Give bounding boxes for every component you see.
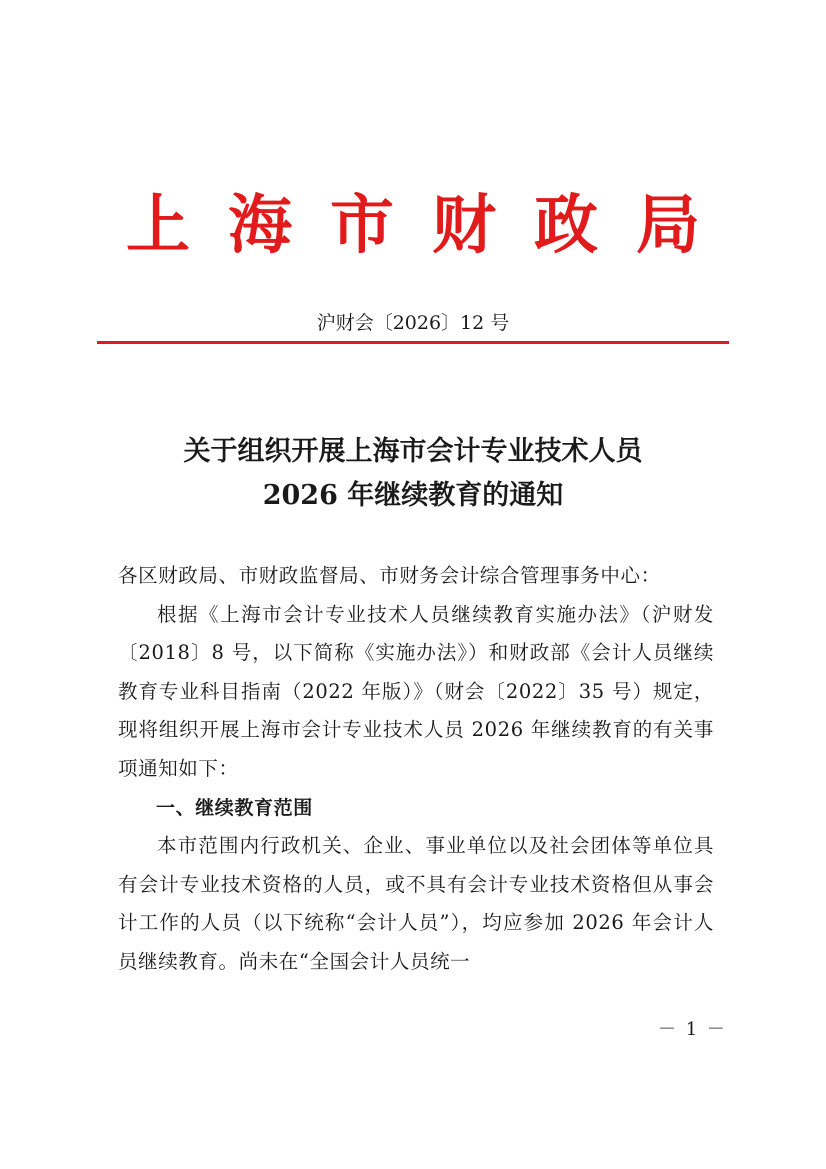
page-number: － 1 － bbox=[658, 1019, 727, 1040]
body-paragraph: 根据《上海市会计专业技术人员继续教育实施办法》（沪财发〔2018〕8 号，以下简称《实施办法》）和财政部《会计人员继续教育专业科目指南（2022 年版）》（财会〔2022〕35 号）规定，现将组织开展上海市会计专业技术人员 2026 年继续教育的有关事项通知如下： bbox=[118, 602, 714, 780]
document-number: 沪财会〔2026〕12 号 bbox=[316, 312, 510, 334]
document-title bbox=[0, 430, 826, 518]
salutation: 各区财政局、市财政监督局、市财务会计综合管理事务中心： bbox=[118, 564, 661, 587]
red-divider-line bbox=[97, 341, 729, 344]
section-heading: 一、继续教育范围 bbox=[156, 796, 313, 819]
document-body bbox=[118, 557, 714, 982]
body-paragraph: 本市范围内行政机关、企业、事业单位以及社会团体等单位具有会计专业技术资格的人员，或不具有会计专业技术资格但从事会计工作的人员（以下统称“会计人员”），均应参加 2026 年会计人员继续教育。尚未在“全国会计人员统一 bbox=[118, 834, 714, 973]
agency-name-header: 上海市财政局 bbox=[126, 188, 738, 263]
title-line-2: 2026 年继续教育的通知 bbox=[262, 480, 564, 511]
title-line-1: 关于组织开展上海市会计专业技术人员 bbox=[183, 436, 643, 467]
